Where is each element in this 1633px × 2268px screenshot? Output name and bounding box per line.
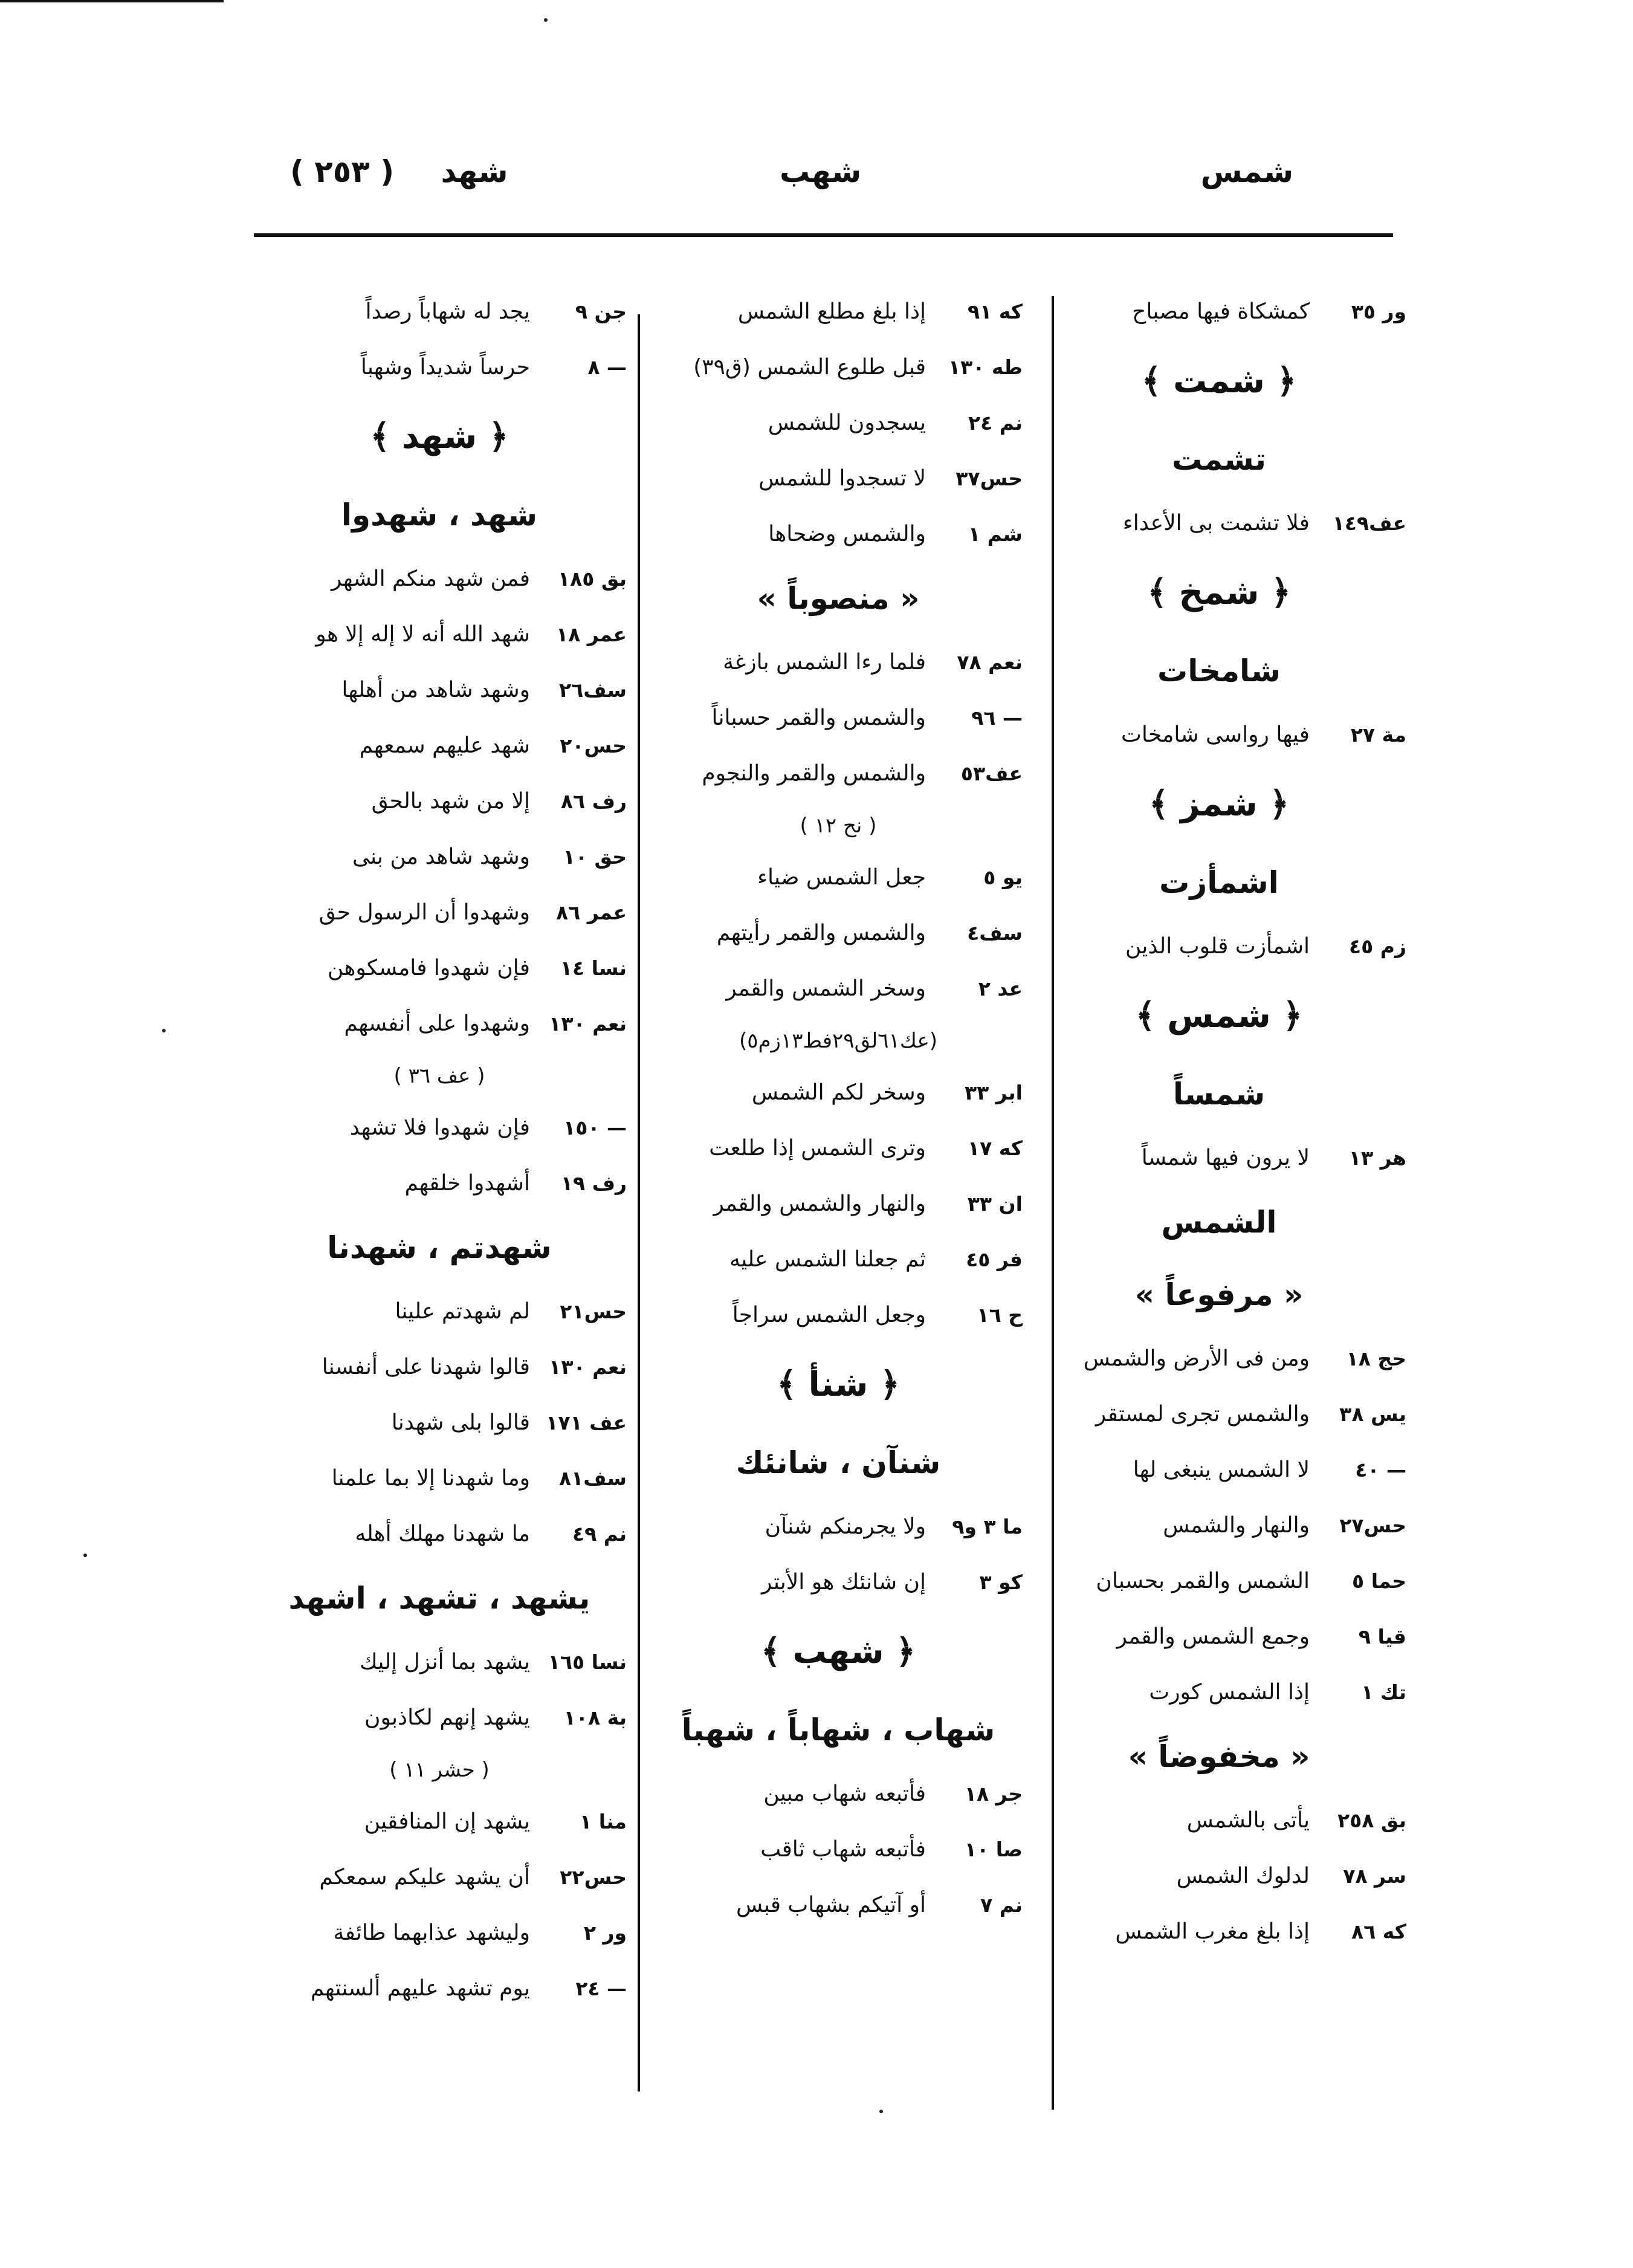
index-entry: [654, 451, 1023, 507]
entry-text: ولا يجرمنكم شنآن: [765, 1514, 926, 1539]
index-entry: [1032, 1904, 1406, 1960]
entry-text: فإن شهدوا فلا تشهد: [349, 1115, 530, 1140]
column-divider-left: [638, 314, 640, 2091]
root-heading: ﴿ شنأ ﴾: [777, 1365, 900, 1404]
index-entry: [654, 906, 1023, 961]
index-entry: [654, 1288, 1023, 1343]
index-entry: [1032, 496, 1406, 551]
entry-text: والشمس والقمر رأيتهم: [716, 921, 926, 945]
entry-reference: ما ٣ و٩: [952, 1515, 1023, 1538]
scan-speck: [162, 1029, 166, 1032]
index-entry: [252, 340, 627, 395]
entry-text: والشمس والقمر والنجوم: [702, 761, 926, 786]
scan-speck: [879, 2110, 883, 2113]
index-entry: [654, 690, 1023, 746]
index-entry: [1032, 707, 1406, 763]
form-subheading: شهاب ، شهاباً ، شهباً: [681, 1712, 995, 1748]
form-subheading: « منصوباً »: [757, 581, 920, 616]
entry-reference: كه ٩١: [968, 300, 1023, 323]
entry-text: والشمس تجرى لمستقر: [1095, 1402, 1310, 1427]
index-entry: [1032, 1554, 1406, 1609]
column-right: [1032, 284, 1406, 1960]
entry-reference: بق ١٨٥: [557, 567, 627, 591]
index-entry: [654, 1878, 1023, 1933]
header-right-word: شمس: [1200, 154, 1293, 189]
entry-text: إلا من شهد بالحق: [371, 789, 530, 814]
continuation-line: ( نح ١٢ ): [800, 814, 877, 838]
index-entry: [252, 1100, 627, 1156]
continuation-line: ( عف ٣٦ ): [393, 1064, 485, 1088]
index-entry: [252, 774, 627, 829]
scan-speck: [544, 18, 548, 22]
index-entry: [252, 1451, 627, 1506]
entry-reference: كو ٣: [979, 1570, 1023, 1594]
entry-text: والشمس والقمر حسباناً: [711, 705, 926, 730]
index-entry: [654, 1065, 1023, 1121]
entry-reference: — ٤٠: [1355, 1458, 1406, 1482]
entry-text: فيها رواسى شامخات: [1121, 722, 1310, 747]
entry-reference: نم ٢٤: [968, 411, 1023, 435]
form-subheading: الشمس: [1161, 1205, 1277, 1240]
entry-reference: كه ٨٦: [1351, 1920, 1406, 1943]
entry-text: وشهد شاهد من أهلها: [341, 678, 530, 702]
entry-text: وشهدوا على أنفسهم: [344, 1011, 530, 1036]
entry-text: اشمأزت قلوب الذين: [1125, 934, 1310, 959]
entry-reference: حس٢٠: [560, 734, 627, 757]
entry-text: فلما رءا الشمس بازغة: [723, 650, 926, 675]
entry-reference: منا ١: [580, 1810, 627, 1833]
entry-reference: مة ٢٧: [1350, 723, 1406, 747]
entry-text: يجد له شهاباً رصداً: [365, 299, 530, 324]
entry-reference: زم ٤٥: [1349, 935, 1406, 958]
index-entry: [1032, 1793, 1406, 1848]
entry-text: قالوا بلى شهدنا: [391, 1410, 530, 1435]
entry-reference: حق ١٠: [563, 845, 627, 869]
root-heading: ﴿ شهد ﴾: [370, 417, 509, 456]
entry-reference: نم ٤٩: [572, 1522, 627, 1546]
entry-reference: سف٤: [967, 921, 1023, 945]
index-entry: [1032, 284, 1406, 340]
index-entry: [654, 1121, 1023, 1176]
entry-reference: حس٢٧: [1339, 1514, 1406, 1537]
form-subheading: « مرفوعاً »: [1134, 1277, 1304, 1312]
entry-reference: عمر ١٨: [556, 623, 627, 646]
entry-reference: حس٢١: [560, 1300, 627, 1323]
form-subheading: شامخات: [1157, 653, 1281, 688]
root-heading: ﴿ شمس ﴾: [1135, 996, 1303, 1035]
index-entry: [252, 1850, 627, 1905]
index-entry: [1032, 1331, 1406, 1387]
entry-text: إذا بلغ مغرب الشمس: [1115, 1919, 1310, 1944]
index-entry: [654, 850, 1023, 906]
entry-text: وترى الشمس إذا طلعت: [709, 1136, 926, 1161]
entry-reference: ابر ٣٣: [964, 1081, 1023, 1104]
entry-reference: سر ٧٨: [1343, 1864, 1406, 1888]
entry-text: وما شهدنا إلا بما علمنا: [331, 1466, 530, 1491]
entry-reference: طه ١٣٠: [948, 355, 1023, 379]
entry-text: فلا تشمت بى الأعداء: [1122, 511, 1310, 536]
entry-reference: يو ٥: [983, 866, 1023, 889]
continuation-line: ( حشر ١١ ): [389, 1758, 490, 1782]
entry-text: ثم جعلنا الشمس عليه: [729, 1247, 926, 1272]
entry-text: الشمس والقمر بحسبان: [1096, 1569, 1310, 1593]
form-subheading: شهدتم ، شهدنا: [327, 1230, 552, 1265]
entry-text: كمشكاة فيها مصباح: [1132, 299, 1310, 324]
page-header: [254, 154, 1402, 209]
entry-reference: رف ١٩: [560, 1171, 627, 1195]
entry-reference: عد ٢: [978, 977, 1023, 1000]
index-entry: [252, 1905, 627, 1961]
entry-text: والنهار والشمس والقمر: [713, 1191, 926, 1216]
entry-text: لا الشمس ينبغى لها: [1133, 1457, 1310, 1482]
entry-reference: ح ١٦: [977, 1303, 1023, 1327]
entry-text: لم شهدتم علينا: [395, 1299, 530, 1324]
form-subheading: اشمأزت: [1159, 865, 1279, 900]
entry-text: والنهار والشمس: [1163, 1513, 1310, 1538]
entry-reference: نم ٧: [980, 1893, 1023, 1917]
entry-text: فأتبعه شهاب ثاقب: [760, 1837, 926, 1862]
index-entry: [654, 1176, 1023, 1232]
entry-reference: نعم ٧٨: [957, 650, 1023, 674]
index-entry: [252, 941, 627, 996]
entry-reference: نسا ١٤: [560, 956, 627, 980]
entry-reference: نعم ١٣٠: [549, 1012, 627, 1035]
entry-reference: سف٨١: [558, 1466, 627, 1490]
form-subheading: شمساً: [1172, 1077, 1266, 1112]
index-entry: [252, 1506, 627, 1562]
entry-reference: ان ٣٣: [967, 1192, 1023, 1216]
entry-text: وسخر لكم الشمس: [751, 1080, 926, 1105]
page-number: ( ٢٥٣ ): [290, 154, 395, 189]
entry-reference: جر ١٨: [964, 1782, 1023, 1806]
index-entry: [252, 1284, 627, 1340]
index-entry: [1032, 1130, 1406, 1186]
entry-text: فإن شهدوا فامسكوهن: [328, 956, 530, 980]
entry-reference: قيا ٩: [1358, 1625, 1406, 1648]
index-entry: [654, 1822, 1023, 1878]
index-entry: [1032, 1498, 1406, 1554]
entry-text: وسخر الشمس والقمر: [726, 976, 926, 1001]
index-entry: [654, 635, 1023, 690]
entry-text: أن يشهد عليكم سمعكم: [319, 1865, 530, 1890]
entry-text: أو آتيكم بشهاب قبس: [736, 1893, 926, 1917]
root-heading: ﴿ شمز ﴾: [1148, 785, 1290, 824]
entry-text: إذا بلغ مطلع الشمس: [737, 299, 926, 324]
entry-text: قبل طلوع الشمس (ق٣٩): [693, 355, 926, 380]
index-entry: [252, 885, 627, 941]
index-entry: [252, 829, 627, 885]
root-heading: ﴿ شمت ﴾: [1141, 361, 1297, 401]
entry-reference: عف٥٣: [960, 762, 1023, 785]
entry-text: يوم تشهد عليهم ألسنتهم: [310, 1976, 530, 2001]
root-heading: ﴿ شهب ﴾: [761, 1632, 916, 1671]
entry-text: ما شهدنا مهلك أهله: [355, 1521, 530, 1546]
entry-reference: يس ٣٨: [1339, 1402, 1406, 1426]
entry-reference: ور ٢: [583, 1921, 627, 1945]
index-entry: [252, 1340, 627, 1395]
entry-reference: بة ١٠٨: [563, 1706, 627, 1729]
entry-reference: عف١٤٩: [1332, 511, 1406, 535]
entry-reference: عمر ٨٦: [556, 901, 627, 924]
header-rule: [254, 233, 1393, 237]
index-entry: [252, 1395, 627, 1451]
continuation-line: (عك٦١لق٢٩فط١٣زم٥): [739, 1029, 938, 1053]
index-entry: [252, 607, 627, 663]
entry-text: وشهدوا أن الرسول حق: [319, 900, 530, 925]
entry-reference: نعم ١٣٠: [549, 1355, 627, 1379]
index-entry: [252, 1794, 627, 1850]
entry-reference: حما ٥: [1352, 1569, 1406, 1593]
scan-speck: [83, 1554, 87, 1557]
index-entry: [252, 718, 627, 774]
entry-reference: عف ١٧١: [546, 1411, 627, 1434]
entry-text: وجمع الشمس والقمر: [1116, 1624, 1310, 1649]
index-entry: [252, 1961, 627, 2017]
entry-text: لا يرون فيها شمساً: [1141, 1145, 1310, 1170]
entry-text: يشهد إن المنافقين: [364, 1809, 530, 1834]
header-center-word: شهب: [780, 154, 862, 189]
entry-reference: حج ١٨: [1346, 1347, 1406, 1370]
index-entry: [1032, 1442, 1406, 1498]
entry-text: وجعل الشمس سراجاً: [732, 1303, 926, 1327]
index-entry: [654, 1555, 1023, 1610]
entry-text: جعل الشمس ضياء: [757, 865, 926, 890]
entry-text: ومن فى الأرض والشمس: [1083, 1346, 1310, 1371]
index-entry: [654, 746, 1023, 802]
form-subheading: يشهد ، تشهد ، اشهد: [288, 1581, 590, 1616]
entry-text: شهد الله أنه لا إله إلا هو: [315, 622, 530, 647]
entry-reference: هر ١٣: [1348, 1146, 1406, 1170]
entry-reference: حس٣٧: [956, 467, 1023, 490]
index-entry: [654, 395, 1023, 451]
entry-reference: — ٢٤: [575, 1977, 627, 2000]
header-left: [290, 154, 508, 189]
index-entry: [252, 1156, 627, 1211]
index-entry: [654, 507, 1023, 562]
entry-reference: نسا ١٦٥: [548, 1650, 627, 1674]
index-entry: [654, 340, 1023, 395]
entry-reference: فر ٤٥: [966, 1248, 1023, 1271]
form-subheading: تشمت: [1171, 442, 1267, 477]
column-left: [252, 284, 627, 2017]
index-entry: [252, 551, 627, 607]
column-middle: [654, 284, 1023, 1933]
entry-reference: كه ١٧: [968, 1136, 1023, 1160]
index-entry: [654, 961, 1023, 1017]
entry-reference: حس٢٢: [560, 1865, 627, 1889]
entry-text: قالوا شهدنا على أنفسنا: [322, 1355, 530, 1379]
index-entry: [252, 1690, 627, 1746]
entry-reference: بق ٢٥٨: [1337, 1809, 1406, 1832]
entry-text: أشهدوا خلقهم: [404, 1171, 530, 1196]
entry-text: حرساً شديداً وشهباً: [360, 355, 530, 380]
entry-text: إن شانئك هو الأبتر: [762, 1570, 926, 1595]
entry-reference: صا ١٠: [964, 1838, 1023, 1861]
index-entry: [252, 996, 627, 1052]
entry-text: لا تسجدوا للشمس: [758, 466, 926, 491]
entry-text: وشهد شاهد من بنى: [352, 844, 530, 869]
entry-text: شهد عليهم سمعهم: [359, 733, 530, 758]
entry-text: فمن شهد منكم الشهر: [331, 566, 530, 591]
index-entry: [252, 284, 627, 340]
entry-reference: — ٩٦: [971, 706, 1023, 730]
entry-reference: شم ١: [968, 522, 1023, 546]
entry-reference: رف ٨٦: [560, 789, 627, 813]
entry-text: يشهد إنهم لكاذبون: [364, 1705, 530, 1730]
index-entry: [252, 1635, 627, 1690]
entry-text: والشمس وضحاها: [768, 522, 926, 546]
entry-reference: جن ٩: [575, 300, 627, 323]
index-entry: [654, 1766, 1023, 1822]
root-heading: ﴿ شمخ ﴾: [1147, 573, 1291, 612]
entry-reference: — ٨: [587, 355, 627, 379]
entry-reference: سف٢٦: [558, 678, 627, 702]
entry-text: لدلوك الشمس: [1176, 1864, 1310, 1888]
entry-text: إذا الشمس كورت: [1149, 1680, 1310, 1705]
index-entry: [1032, 1848, 1406, 1904]
entry-reference: تك ١: [1361, 1680, 1406, 1704]
form-subheading: شنآن ، شانئك: [736, 1445, 941, 1480]
index-entry: [654, 284, 1023, 340]
entry-text: وليشهد عذابهما طائفة: [333, 1920, 530, 1945]
index-entry: [1032, 1665, 1406, 1720]
index-entry: [1032, 1387, 1406, 1442]
corner-rule: [0, 0, 224, 2]
entry-reference: ور ٣٥: [1351, 300, 1406, 323]
index-entry: [654, 1499, 1023, 1555]
form-subheading: شهد ، شهدوا: [341, 497, 538, 533]
index-entry: [1032, 1609, 1406, 1665]
entry-text: فأتبعه شهاب مبين: [763, 1781, 926, 1806]
entry-text: يشهد بما أنزل إليك: [360, 1650, 530, 1674]
entry-text: يأتى بالشمس: [1186, 1808, 1310, 1833]
index-entry: [654, 1232, 1023, 1288]
entry-reference: — ١٥٠: [563, 1116, 627, 1139]
index-entry: [252, 663, 627, 718]
entry-text: يسجدون للشمس: [768, 410, 926, 435]
index-entry: [1032, 919, 1406, 974]
form-subheading: « مخفوضاً »: [1128, 1739, 1310, 1774]
header-left-word: شهد: [441, 154, 508, 189]
